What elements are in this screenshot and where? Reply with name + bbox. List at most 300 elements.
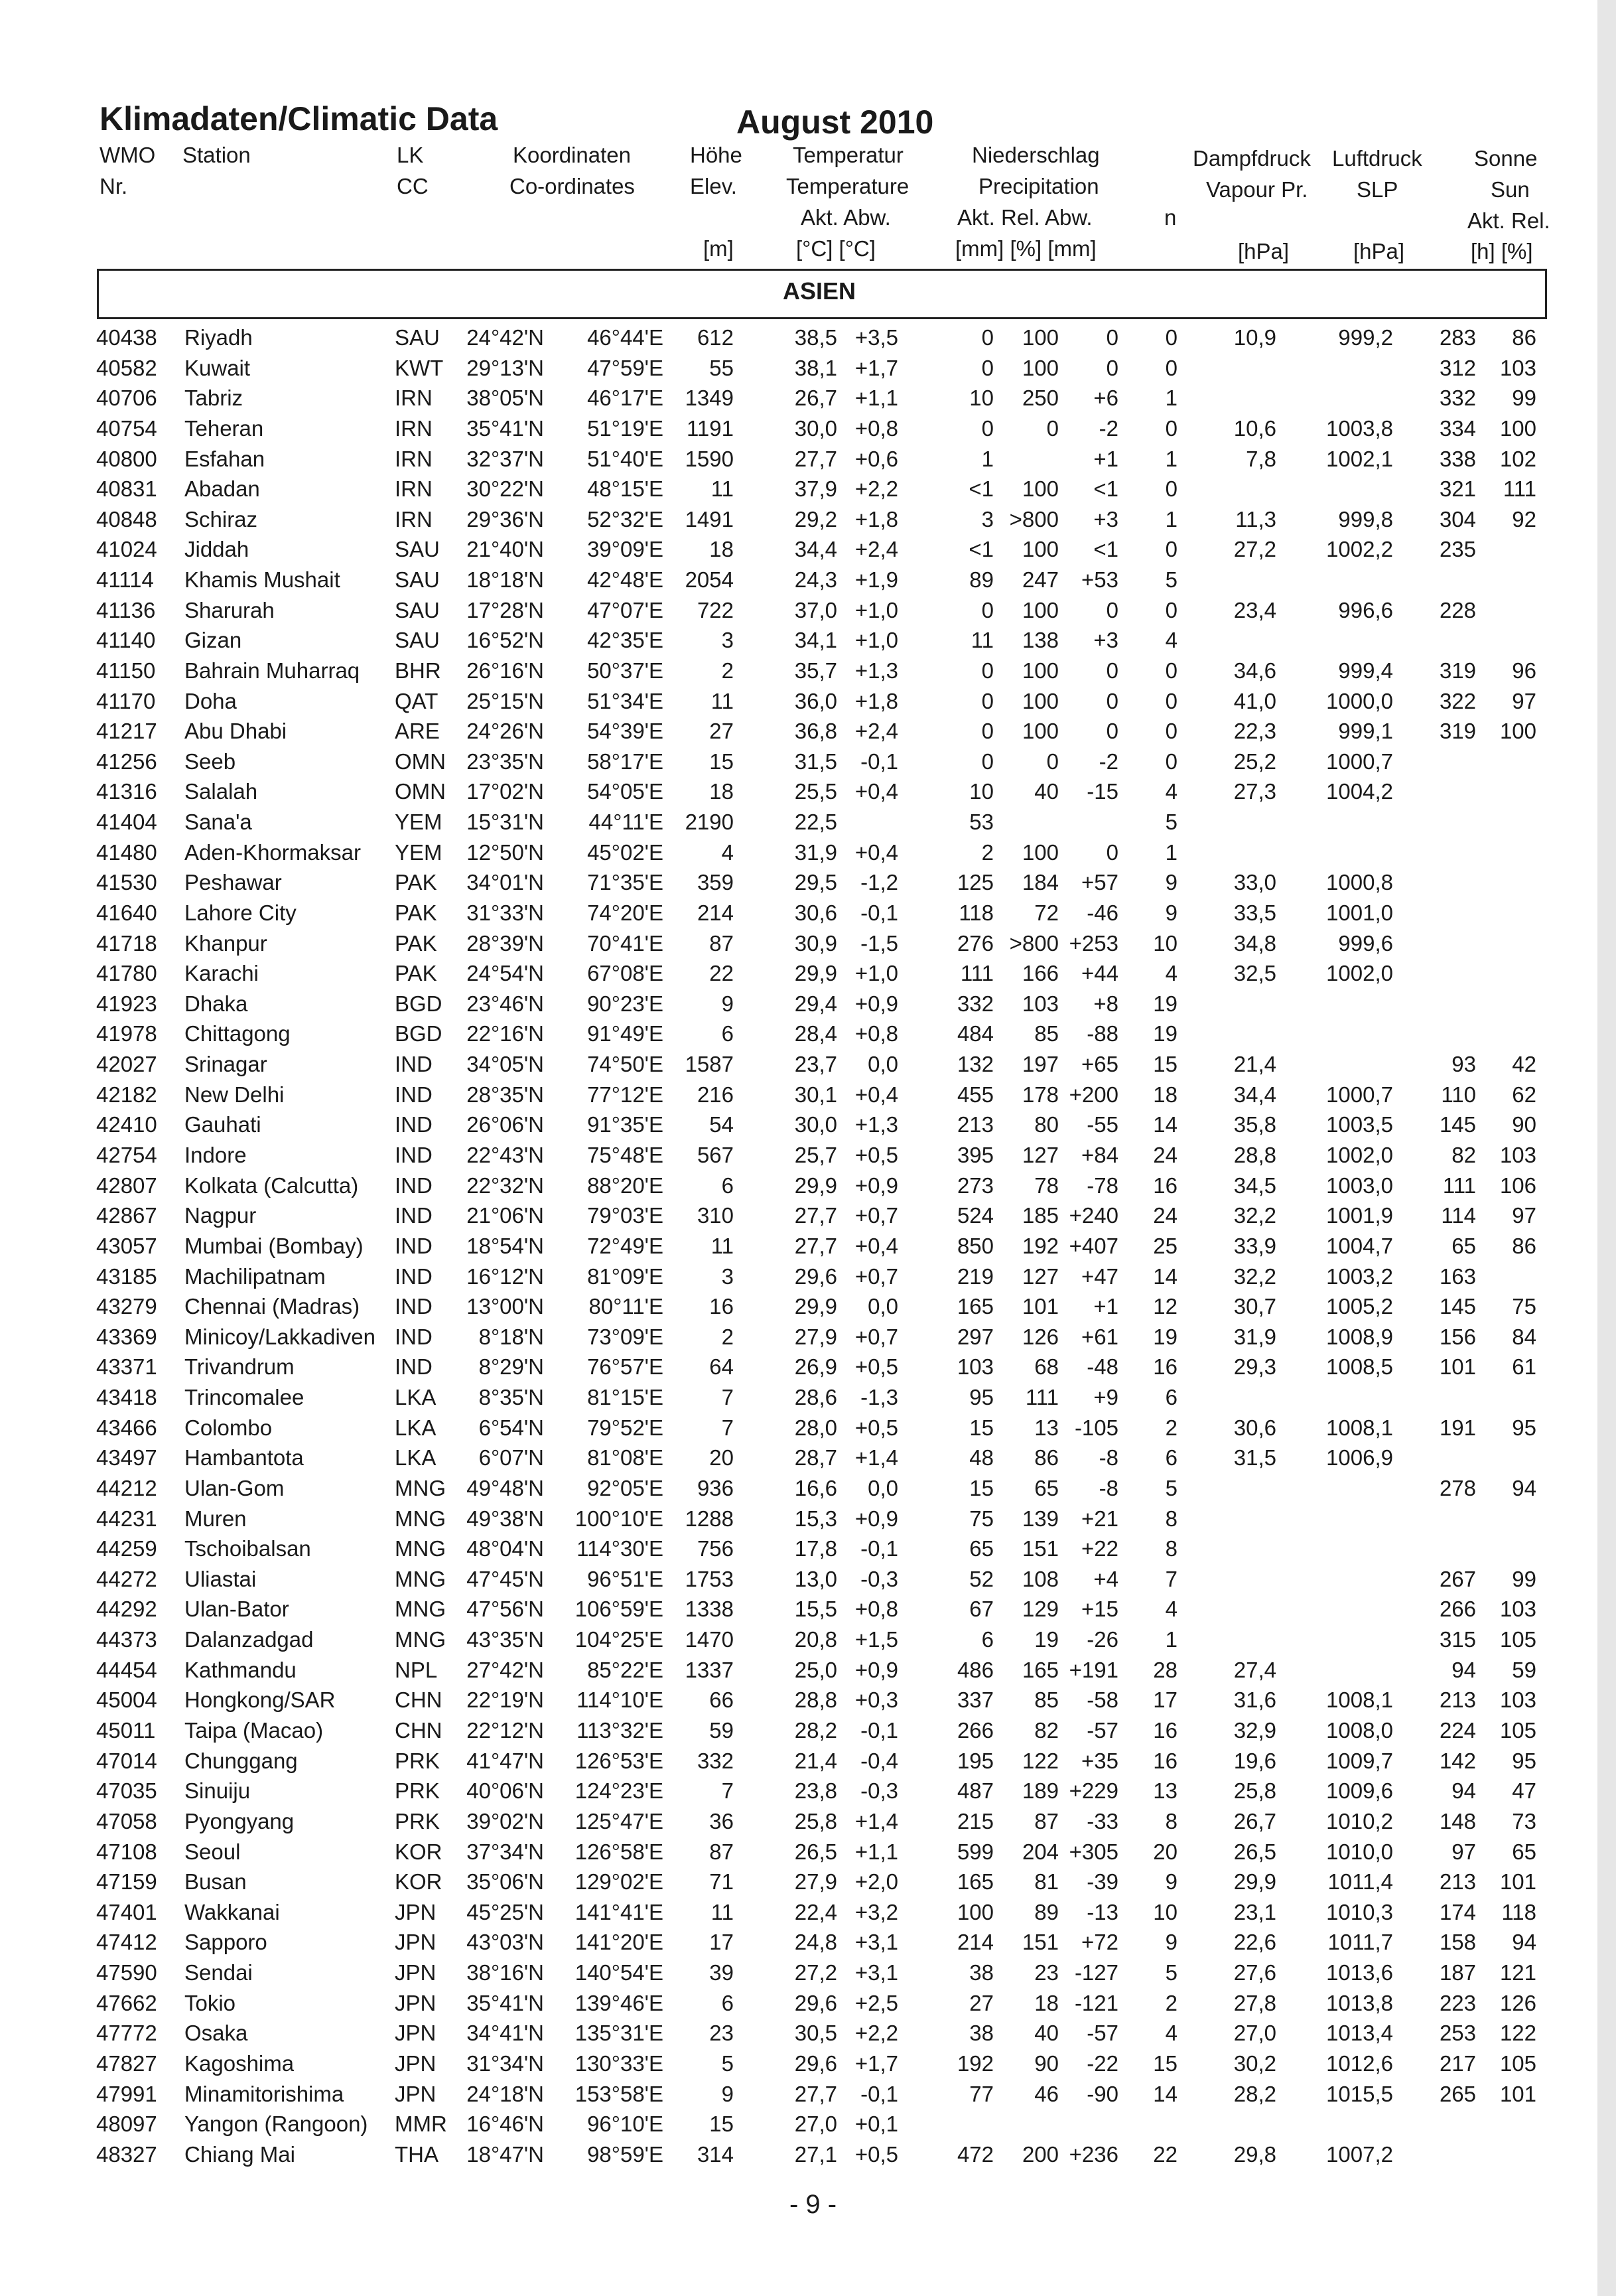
country-code: ARE bbox=[395, 719, 440, 744]
longitude: 141°41'E bbox=[574, 1899, 663, 1924]
slp: 1009,6 bbox=[1326, 1778, 1393, 1804]
station-name: Wakkanai bbox=[184, 1899, 280, 1924]
latitude: 12°50'N bbox=[466, 839, 544, 865]
longitude: 124°23'E bbox=[574, 1778, 663, 1804]
temp-actual: 34,1 bbox=[794, 628, 837, 653]
country-code: IND bbox=[395, 1203, 433, 1228]
sun-hours: 110 bbox=[1441, 1082, 1476, 1107]
latitude: 31°33'N bbox=[466, 900, 544, 925]
precip-actual: 27 bbox=[969, 1990, 994, 2015]
slp: 1013,6 bbox=[1326, 1960, 1393, 1985]
precip-actual: 599 bbox=[957, 1839, 994, 1864]
table-row bbox=[0, 537, 1616, 567]
precip-anomaly: +72 bbox=[1081, 1930, 1118, 1955]
temp-anomaly: -1,3 bbox=[860, 1385, 898, 1410]
country-code: PAK bbox=[395, 900, 437, 925]
precip-rel: 126 bbox=[1022, 1324, 1059, 1349]
temp-actual: 30,5 bbox=[794, 2021, 837, 2046]
vapour-pressure: 30,6 bbox=[1233, 1415, 1276, 1440]
latitude: 39°02'N bbox=[466, 1808, 544, 1833]
table-row bbox=[0, 1203, 1616, 1234]
station-name: Trivandrum bbox=[184, 1354, 295, 1380]
station-name: Trincomalee bbox=[184, 1385, 304, 1410]
table-row bbox=[0, 2082, 1616, 2112]
temp-actual: 29,4 bbox=[794, 991, 837, 1016]
slp: 999,2 bbox=[1338, 325, 1393, 350]
country-code: JPN bbox=[395, 1990, 437, 2015]
elevation: 17 bbox=[709, 1930, 734, 1955]
elevation: 16 bbox=[709, 1294, 734, 1319]
country-code: PRK bbox=[395, 1778, 440, 1804]
vapour-pressure: 33,5 bbox=[1233, 900, 1276, 925]
temp-anomaly: +0,3 bbox=[854, 1687, 898, 1713]
precip-actual: 67 bbox=[969, 1597, 994, 1622]
country-code: KOR bbox=[395, 1869, 442, 1895]
longitude: 91°49'E bbox=[587, 1021, 663, 1046]
precip-anomaly: +61 bbox=[1081, 1324, 1118, 1349]
precip-rel: 89 bbox=[1034, 1899, 1059, 1924]
country-code: JPN bbox=[395, 1960, 437, 1985]
longitude: 81°08'E bbox=[587, 1445, 663, 1471]
temp-anomaly: -0,1 bbox=[860, 749, 898, 774]
longitude: 76°57'E bbox=[587, 1354, 663, 1380]
country-code: KWT bbox=[395, 355, 444, 380]
precip-actual: 455 bbox=[957, 1082, 994, 1107]
country-code: CHN bbox=[395, 1687, 442, 1713]
longitude: 114°10'E bbox=[576, 1687, 663, 1713]
precip-anomaly: -121 bbox=[1074, 1990, 1118, 2015]
elevation: 55 bbox=[709, 355, 734, 380]
temp-anomaly: -0,1 bbox=[860, 2081, 898, 2106]
country-code: KOR bbox=[395, 1839, 442, 1864]
table-row bbox=[0, 1930, 1616, 1960]
header-elev: Elev. bbox=[690, 174, 737, 198]
vapour-pressure: 29,3 bbox=[1233, 1354, 1276, 1380]
precip-anomaly: 0 bbox=[1106, 597, 1118, 622]
temp-anomaly: -1,2 bbox=[860, 870, 898, 895]
wmo-number: 41256 bbox=[96, 749, 157, 774]
station-name: Chittagong bbox=[184, 1021, 291, 1046]
precip-actual: 0 bbox=[981, 658, 994, 683]
precip-days: 1 bbox=[1165, 839, 1178, 865]
elevation: 15 bbox=[709, 749, 734, 774]
longitude: 44°11'E bbox=[588, 810, 663, 835]
longitude: 75°48'E bbox=[587, 1143, 663, 1167]
vapour-pressure: 41,0 bbox=[1233, 688, 1276, 713]
temp-anomaly: +1,7 bbox=[854, 355, 898, 380]
country-code: SAU bbox=[395, 628, 440, 653]
header-nied-units: [mm] [%] [mm] bbox=[955, 236, 1097, 261]
sun-rel: 92 bbox=[1512, 506, 1536, 532]
country-code: PAK bbox=[395, 870, 437, 895]
latitude: 27°42'N bbox=[466, 1657, 544, 1682]
latitude: 35°41'N bbox=[466, 1990, 544, 2015]
precip-days: 25 bbox=[1153, 1233, 1178, 1258]
elevation: 20 bbox=[709, 1445, 734, 1471]
precip-anomaly: 0 bbox=[1106, 688, 1118, 713]
header-dampfdruck: Dampfdruck bbox=[1193, 146, 1311, 171]
elevation: 23 bbox=[709, 2021, 734, 2046]
slp: 1001,9 bbox=[1326, 1203, 1393, 1228]
temp-anomaly: +2,0 bbox=[854, 1869, 898, 1895]
table-row bbox=[0, 2142, 1616, 2173]
precip-days: 5 bbox=[1165, 1475, 1178, 1500]
slp: 1003,5 bbox=[1326, 1112, 1393, 1137]
elevation: 756 bbox=[697, 1536, 734, 1561]
header-coordinates: Co-ordinates bbox=[509, 174, 635, 198]
latitude: 23°35'N bbox=[466, 749, 544, 774]
station-name: Lahore City bbox=[184, 900, 297, 925]
temp-anomaly: -0,1 bbox=[860, 1717, 898, 1743]
sun-rel: 100 bbox=[1499, 415, 1536, 441]
longitude: 48°15'E bbox=[587, 476, 663, 502]
elevation: 3 bbox=[721, 628, 734, 653]
precip-actual: 484 bbox=[957, 1021, 994, 1046]
wmo-number: 47412 bbox=[96, 1930, 157, 1955]
table-row bbox=[0, 840, 1616, 871]
sun-rel: 97 bbox=[1512, 688, 1536, 713]
station-name: Seeb bbox=[184, 749, 236, 774]
precip-rel: 108 bbox=[1022, 1566, 1059, 1591]
wmo-number: 45011 bbox=[96, 1717, 156, 1743]
temp-anomaly: 0,0 bbox=[868, 1475, 898, 1500]
latitude: 6°54'N bbox=[478, 1415, 544, 1440]
section-title: ASIEN bbox=[783, 277, 856, 305]
temp-actual: 25,8 bbox=[794, 1808, 837, 1833]
latitude: 16°52'N bbox=[466, 628, 544, 653]
precip-actual: 125 bbox=[957, 870, 994, 895]
sun-rel: 103 bbox=[1499, 355, 1536, 380]
sun-hours: 145 bbox=[1439, 1112, 1476, 1137]
country-code: SAU bbox=[395, 597, 440, 622]
precip-anomaly: -13 bbox=[1087, 1899, 1118, 1924]
station-name: Jiddah bbox=[184, 537, 249, 562]
elevation: 214 bbox=[697, 900, 734, 925]
latitude: 8°29'N bbox=[478, 1354, 544, 1380]
precip-anomaly: -57 bbox=[1087, 1717, 1118, 1743]
station-name: Dalanzadgad bbox=[184, 1627, 314, 1652]
station-name: Khanpur bbox=[184, 930, 267, 956]
header-niederschlag: Niederschlag bbox=[972, 143, 1100, 167]
precip-rel: 65 bbox=[1034, 1475, 1059, 1500]
vapour-pressure: 35,8 bbox=[1233, 1112, 1276, 1137]
precip-rel: 72 bbox=[1034, 900, 1059, 925]
temp-anomaly: +0,4 bbox=[854, 779, 898, 804]
vapour-pressure: 21,4 bbox=[1233, 1052, 1276, 1077]
sun-rel: 101 bbox=[1499, 1869, 1536, 1895]
wmo-number: 44373 bbox=[96, 1627, 157, 1652]
country-code: MNG bbox=[395, 1566, 446, 1591]
header-cc: CC bbox=[397, 174, 429, 198]
slp: 999,6 bbox=[1338, 930, 1393, 956]
table-row bbox=[0, 1143, 1616, 1173]
station-name: Busan bbox=[184, 1869, 247, 1895]
longitude: 71°35'E bbox=[587, 870, 663, 895]
header-temp-units: [°C] [°C] bbox=[796, 236, 876, 261]
country-code: MNG bbox=[395, 1506, 446, 1531]
header-lk: LK bbox=[397, 143, 424, 167]
header-nr: Nr. bbox=[100, 174, 128, 198]
wmo-number: 42754 bbox=[96, 1143, 157, 1167]
precip-days: 19 bbox=[1153, 991, 1178, 1016]
precip-anomaly: +1 bbox=[1093, 446, 1118, 471]
elevation: 18 bbox=[709, 779, 734, 804]
vapour-pressure: 27,8 bbox=[1233, 1990, 1276, 2015]
sun-rel: 103 bbox=[1499, 1687, 1536, 1713]
temp-actual: 22,4 bbox=[794, 1899, 837, 1924]
slp: 1010,2 bbox=[1326, 1808, 1393, 1833]
elevation: 722 bbox=[697, 597, 734, 622]
vapour-pressure: 10,9 bbox=[1233, 325, 1276, 350]
station-name: Hongkong/SAR bbox=[184, 1687, 336, 1713]
precip-anomaly: -26 bbox=[1087, 1627, 1118, 1652]
precip-days: 4 bbox=[1165, 2021, 1178, 2046]
table-row bbox=[0, 1536, 1616, 1567]
country-code: JPN bbox=[395, 2050, 437, 2076]
precip-days: 5 bbox=[1165, 567, 1178, 593]
precip-days: 1 bbox=[1165, 1627, 1178, 1652]
table-row bbox=[0, 1687, 1616, 1718]
elevation: 310 bbox=[697, 1203, 734, 1228]
table-row bbox=[0, 1082, 1616, 1113]
longitude: 90°23'E bbox=[587, 991, 663, 1016]
precip-actual: 332 bbox=[957, 991, 994, 1016]
station-name: Salalah bbox=[184, 779, 258, 804]
sun-hours: 158 bbox=[1439, 1930, 1476, 1955]
station-name: Sendai bbox=[184, 1960, 253, 1985]
sun-rel: 97 bbox=[1512, 1203, 1536, 1228]
station-name: Nagpur bbox=[184, 1203, 257, 1228]
precip-actual: 65 bbox=[969, 1536, 994, 1561]
wmo-number: 43369 bbox=[96, 1324, 157, 1349]
precip-rel: 68 bbox=[1034, 1354, 1059, 1380]
wmo-number: 42182 bbox=[96, 1082, 157, 1107]
precip-actual: 213 bbox=[957, 1112, 994, 1137]
precip-actual: 77 bbox=[969, 2081, 994, 2106]
precip-days: 0 bbox=[1165, 537, 1178, 562]
precip-rel: 250 bbox=[1022, 386, 1059, 411]
precip-days: 0 bbox=[1165, 658, 1178, 683]
slp: 1003,2 bbox=[1326, 1263, 1393, 1289]
sun-rel: 106 bbox=[1499, 1173, 1536, 1198]
latitude: 22°12'N bbox=[466, 1717, 544, 1743]
country-code: QAT bbox=[395, 688, 438, 713]
precip-rel: 46 bbox=[1034, 2081, 1059, 2106]
sun-rel: 42 bbox=[1512, 1052, 1536, 1077]
temp-anomaly: +0,6 bbox=[854, 446, 898, 471]
latitude: 21°40'N bbox=[466, 537, 544, 562]
wmo-number: 47772 bbox=[96, 2021, 157, 2046]
latitude: 8°35'N bbox=[478, 1385, 544, 1410]
longitude: 140°54'E bbox=[574, 1960, 663, 1985]
vapour-pressure: 32,5 bbox=[1233, 961, 1276, 986]
latitude: 22°43'N bbox=[466, 1143, 544, 1167]
precip-actual: 89 bbox=[969, 567, 994, 593]
elevation: 6 bbox=[721, 1990, 734, 2015]
temp-actual: 30,6 bbox=[794, 900, 837, 925]
temp-anomaly: +0,7 bbox=[854, 1203, 898, 1228]
latitude: 21°06'N bbox=[466, 1203, 544, 1228]
temp-anomaly: +0,7 bbox=[854, 1263, 898, 1289]
slp: 1003,0 bbox=[1326, 1173, 1393, 1198]
precip-days: 0 bbox=[1165, 719, 1178, 744]
precip-days: 9 bbox=[1165, 1869, 1178, 1895]
country-code: SAU bbox=[395, 325, 440, 350]
temp-anomaly: +0,7 bbox=[854, 1324, 898, 1349]
table-row bbox=[0, 1415, 1616, 1446]
table-row bbox=[0, 2051, 1616, 2082]
vapour-pressure: 30,7 bbox=[1233, 1294, 1276, 1319]
longitude: 51°34'E bbox=[587, 688, 663, 713]
table-row bbox=[0, 1839, 1616, 1870]
table-row bbox=[0, 386, 1616, 416]
wmo-number: 43371 bbox=[96, 1354, 157, 1380]
precip-days: 4 bbox=[1165, 1597, 1178, 1622]
vapour-pressure: 25,2 bbox=[1233, 749, 1276, 774]
country-code: MNG bbox=[395, 1627, 446, 1652]
precip-days: 9 bbox=[1165, 870, 1178, 895]
precip-actual: 10 bbox=[969, 779, 994, 804]
precip-days: 8 bbox=[1165, 1506, 1178, 1531]
wmo-number: 42867 bbox=[96, 1203, 157, 1228]
precip-days: 6 bbox=[1165, 1385, 1178, 1410]
elevation: 1191 bbox=[687, 415, 734, 441]
page-title: Klimadaten/Climatic Data bbox=[100, 100, 498, 137]
elevation: 2054 bbox=[685, 567, 734, 593]
table-row bbox=[0, 1445, 1616, 1476]
precip-anomaly: -33 bbox=[1087, 1808, 1118, 1833]
slp: 1002,0 bbox=[1326, 1143, 1393, 1167]
temp-anomaly: +1,4 bbox=[854, 1445, 898, 1471]
wmo-number: 47014 bbox=[96, 1748, 157, 1773]
elevation: 1338 bbox=[685, 1597, 734, 1622]
elevation: 1491 bbox=[685, 506, 734, 532]
precip-days: 28 bbox=[1153, 1657, 1178, 1682]
sun-hours: 253 bbox=[1439, 2021, 1476, 2046]
sun-hours: 163 bbox=[1439, 1263, 1476, 1289]
slp: 1000,0 bbox=[1326, 688, 1393, 713]
temp-anomaly: +0,4 bbox=[854, 839, 898, 865]
header-station: Station bbox=[182, 143, 251, 167]
precip-actual: 165 bbox=[957, 1869, 994, 1895]
header-sonne-sub: Akt. Rel. bbox=[1467, 208, 1550, 233]
precip-anomaly: -78 bbox=[1087, 1173, 1118, 1198]
precip-rel: 90 bbox=[1034, 2050, 1059, 2076]
precip-anomaly: +229 bbox=[1069, 1778, 1118, 1804]
station-name: Kathmandu bbox=[184, 1657, 297, 1682]
precip-anomaly: -8 bbox=[1099, 1475, 1118, 1500]
longitude: 73°09'E bbox=[587, 1324, 663, 1349]
sun-hours: 332 bbox=[1439, 386, 1476, 411]
station-name: Sharurah bbox=[184, 597, 275, 622]
latitude: 13°00'N bbox=[466, 1294, 544, 1319]
temp-actual: 28,2 bbox=[794, 1717, 837, 1743]
slp: 1000,7 bbox=[1326, 1082, 1393, 1107]
temp-anomaly: +0,9 bbox=[854, 1173, 898, 1198]
country-code: BHR bbox=[395, 658, 441, 683]
longitude: 96°10'E bbox=[587, 2112, 663, 2137]
sun-hours: 187 bbox=[1439, 1960, 1476, 1985]
wmo-number: 47159 bbox=[96, 1869, 157, 1895]
country-code: IRN bbox=[395, 386, 433, 411]
country-code: IND bbox=[395, 1082, 433, 1107]
precip-anomaly: +15 bbox=[1081, 1597, 1118, 1622]
latitude: 29°36'N bbox=[466, 506, 544, 532]
wmo-number: 41316 bbox=[96, 779, 157, 804]
temp-actual: 30,1 bbox=[794, 1082, 837, 1107]
elevation: 66 bbox=[709, 1687, 734, 1713]
longitude: 50°37'E bbox=[587, 658, 663, 683]
vapour-pressure: 27,0 bbox=[1233, 2021, 1276, 2046]
elevation: 1349 bbox=[685, 386, 734, 411]
temp-anomaly: +3,5 bbox=[854, 325, 898, 350]
sun-hours: 315 bbox=[1439, 1627, 1476, 1652]
country-code: IND bbox=[395, 1052, 433, 1077]
precip-anomaly: +9 bbox=[1093, 1385, 1118, 1410]
table-row bbox=[0, 810, 1616, 840]
wmo-number: 48327 bbox=[96, 2141, 157, 2167]
latitude: 6°07'N bbox=[478, 1445, 544, 1471]
country-code: IND bbox=[395, 1143, 433, 1167]
temp-actual: 21,4 bbox=[794, 1748, 837, 1773]
sun-rel: 86 bbox=[1512, 1233, 1536, 1258]
elevation: 567 bbox=[697, 1143, 734, 1167]
sun-rel: 61 bbox=[1512, 1354, 1536, 1380]
precip-anomaly: +200 bbox=[1069, 1082, 1118, 1107]
temp-anomaly: +1,1 bbox=[854, 386, 898, 411]
temp-actual: 29,6 bbox=[794, 1990, 837, 2015]
latitude: 45°25'N bbox=[466, 1899, 544, 1924]
temp-anomaly: +2,2 bbox=[854, 2021, 898, 2046]
precip-actual: 6 bbox=[981, 1627, 994, 1652]
elevation: 1590 bbox=[685, 446, 734, 471]
slp: 996,6 bbox=[1338, 597, 1393, 622]
table-row bbox=[0, 749, 1616, 780]
longitude: 106°59'E bbox=[574, 1597, 663, 1622]
temp-actual: 31,9 bbox=[794, 839, 837, 865]
precip-anomaly: 0 bbox=[1106, 839, 1118, 865]
elevation: 1337 bbox=[685, 1657, 734, 1682]
temp-anomaly: +0,5 bbox=[854, 1415, 898, 1440]
elevation: 6 bbox=[721, 1173, 734, 1198]
elevation: 36 bbox=[709, 1808, 734, 1833]
vapour-pressure: 27,4 bbox=[1233, 1657, 1276, 1682]
longitude: 92°05'E bbox=[587, 1475, 663, 1500]
vapour-pressure: 32,2 bbox=[1233, 1203, 1276, 1228]
sun-hours: 322 bbox=[1439, 688, 1476, 713]
longitude: 51°19'E bbox=[587, 415, 663, 441]
latitude: 40°06'N bbox=[466, 1778, 544, 1804]
table-row bbox=[0, 1960, 1616, 1991]
elevation: 15 bbox=[709, 2112, 734, 2137]
sun-hours: 174 bbox=[1439, 1899, 1476, 1924]
longitude: 67°08'E bbox=[587, 961, 663, 986]
temp-anomaly: +0,5 bbox=[854, 1354, 898, 1380]
precip-actual: 472 bbox=[957, 2141, 994, 2167]
elevation: 936 bbox=[697, 1475, 734, 1500]
temp-anomaly: +0,8 bbox=[854, 415, 898, 441]
precip-rel: 85 bbox=[1034, 1687, 1059, 1713]
precip-days: 10 bbox=[1153, 1899, 1178, 1924]
precip-anomaly: +65 bbox=[1081, 1052, 1118, 1077]
longitude: 153°58'E bbox=[574, 2081, 663, 2106]
sun-rel: 94 bbox=[1512, 1475, 1536, 1500]
sun-rel: 103 bbox=[1499, 1597, 1536, 1622]
temp-actual: 28,0 bbox=[794, 1415, 837, 1440]
sun-hours: 235 bbox=[1439, 537, 1476, 562]
wmo-number: 41140 bbox=[96, 628, 156, 653]
precip-actual: 165 bbox=[957, 1294, 994, 1319]
